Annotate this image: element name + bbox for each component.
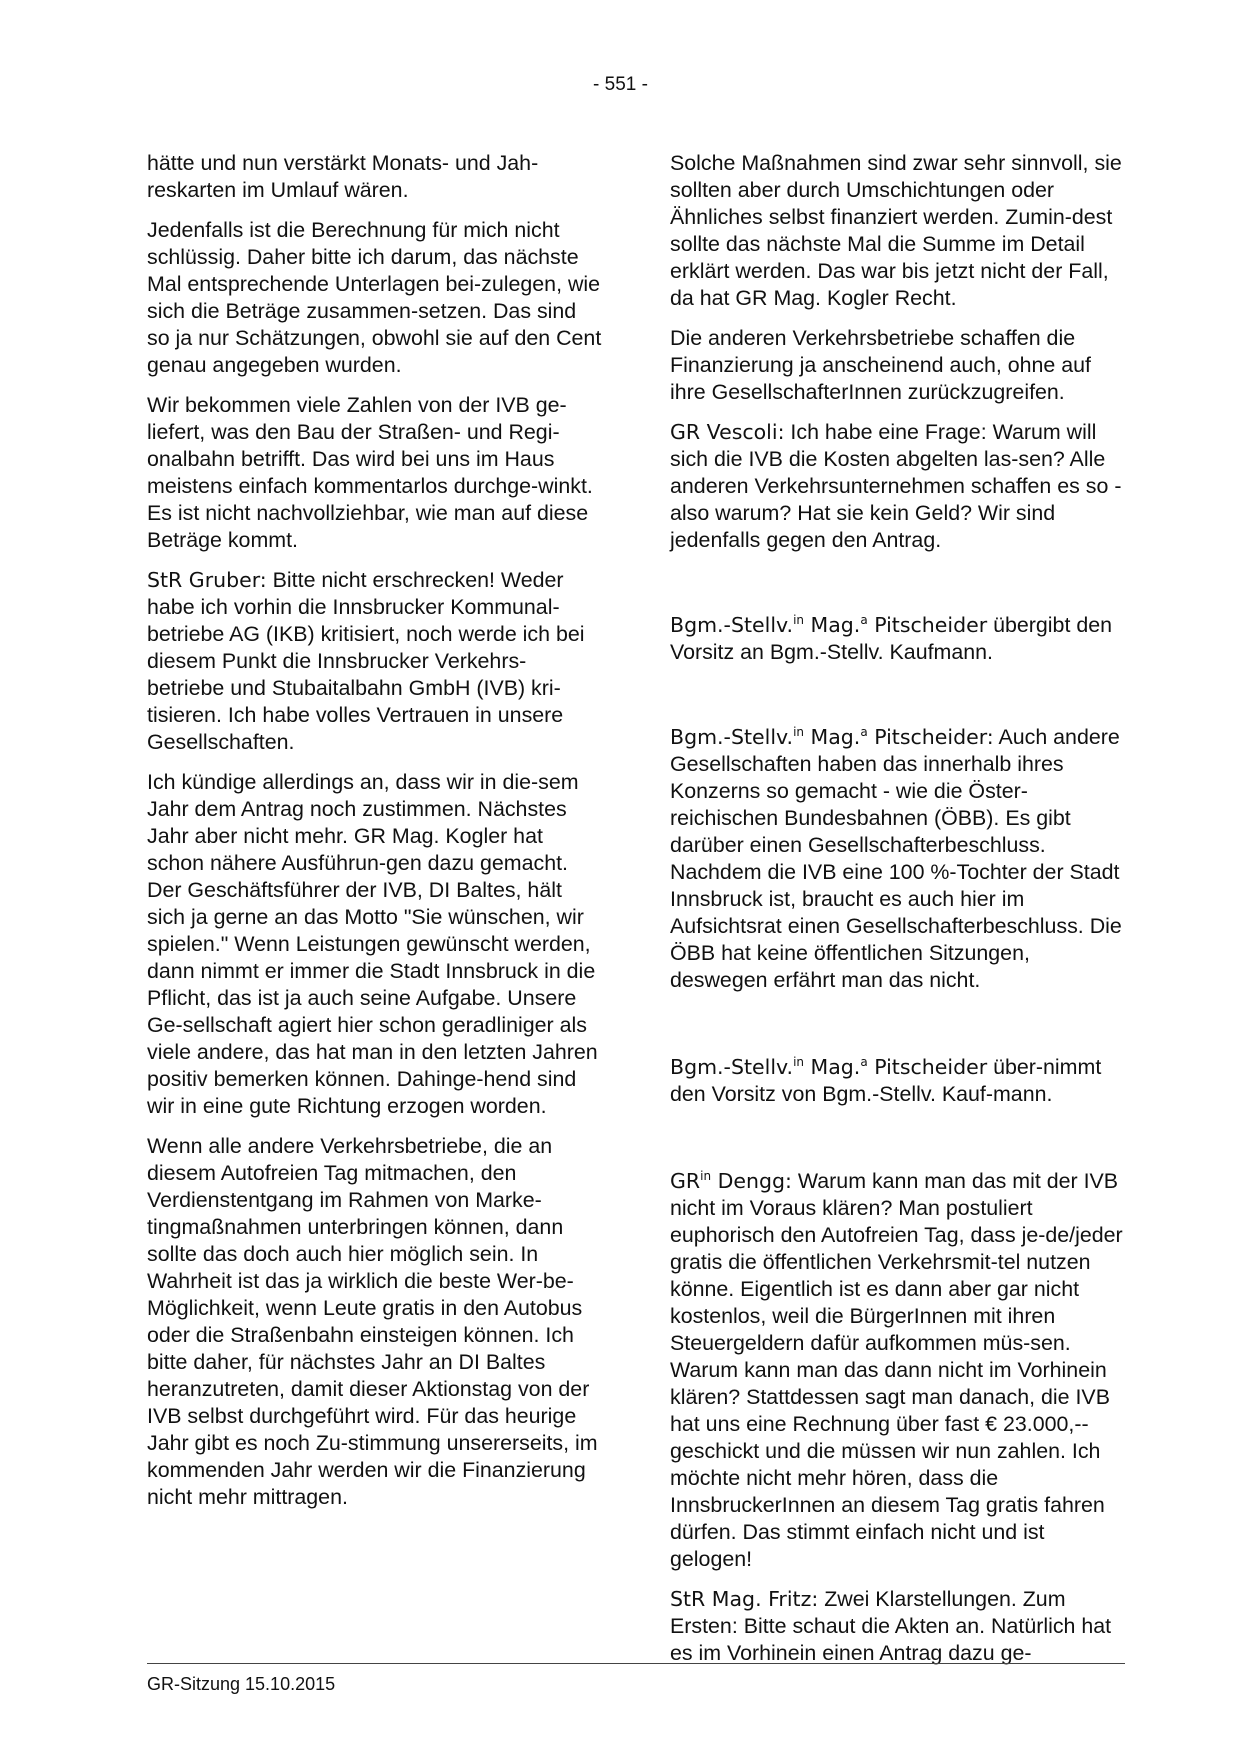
speech-paragraph	[670, 724, 1126, 994]
procedural-note	[670, 612, 1126, 666]
paragraph: Die anderen Verkehrsbetriebe schaffen die Finanzierung ja anscheinend auch, ohne auf ihre GesellschafterInnen zurückzugreifen.	[670, 326, 1091, 404]
speech-paragraph	[670, 419, 1126, 554]
left-column	[147, 150, 603, 1524]
speaker-name: GR Vescoli:	[670, 420, 785, 444]
paragraph: Jedenfalls ist die Berechnung für mich nicht schlüssig. Daher bitte ich darum, das nächste Mal entsprechende Unterlagen bei-zulegen, wie sich die Beträge zusammen-setzen. Das sind so ja nur Schätzungen, obwohl sie auf den Cent genau angegeben wurden.	[147, 218, 602, 377]
speaker-name: Bgm.-Stellv.$^{in}$ Mag.$^a$ Pitscheider	[670, 613, 988, 637]
procedural-note	[670, 1054, 1126, 1108]
speech-paragraph	[670, 1168, 1126, 1573]
speech-text: Warum kann man das mit der IVB nicht im Voraus klären? Man postuliert euphorisch den Autofreien Tag, dass je-de/jeder gratis die öffentlichen Verkehrsmit-tel nutzen könne. Eigentlich ist es dann aber gar nicht kostenlos, weil die BürgerInnen mit ihren Steuergeldern dafür aufkommen müs-sen. Warum kann man das dann nicht im Vorhinein klären? Stattdessen sagt man danach, die IVB hat uns eine Rechnung über fast € 23.000,-- geschickt und die müssen wir nun zahlen. Ich möchte nicht mehr hören, dass die InnsbruckerInnen an diesem Tag gratis fahren dürfen. Das stimmt einfach nicht und ist gelogen!	[670, 1169, 1123, 1571]
footer-session-date: GR-Sitzung 15.10.2015	[147, 1674, 336, 1694]
note-text: über-nimmt den Vorsitz von Bgm.-Stellv. Kauf-mann.	[670, 1055, 1102, 1106]
speaker-name: StR Gruber:	[147, 568, 267, 592]
speech-text: Bitte nicht erschrecken! Weder habe ich vorhin die Innsbrucker Kommunal-betriebe AG (IKB) kritisiert, noch werde ich bei diesem Punkt die Innsbrucker Verkehrs-betriebe und Stubaitalbahn GmbH (IVB) kri-tisieren. Ich habe volles Vertrauen in unsere Gesellschaften.	[147, 568, 585, 754]
speaker-name: $GR^{in}$ Dengg:	[670, 1169, 792, 1193]
speech-text: Ich habe eine Frage: Warum will sich die IVB die Kosten abgelten las-sen? Alle anderen Verkehrsunternehmen schaffen es so - also warum? Hat sie kein Geld? Wir sind jedenfalls gegen den Antrag.	[670, 420, 1122, 552]
paragraph: Solche Maßnahmen sind zwar sehr sinnvoll, sie sollten aber durch Umschichtungen oder Ähnliches selbst finanziert werden. Zumin-dest sollte das nächste Mal die Summe im Detail erklärt werden. Das war bis jetzt nicht der Fall, da hat GR Mag. Kogler Recht.	[670, 151, 1122, 310]
speaker-name: Bgm.-Stellv.$^{in}$ Mag.$^a$ Pitscheider:	[670, 725, 994, 749]
right-column	[670, 150, 1126, 1680]
paragraph: Wenn alle andere Verkehrsbetriebe, die an diesem Autofreien Tag mitmachen, den Verdienstentgang im Rahmen von Marke-tingmaßnahmen unterbringen können, dann sollte das doch auch hier möglich sein. In Wahrheit ist das ja wirklich die beste Wer-be-Möglichkeit, wenn Leute gratis in den Autobus oder die Straßenbahn einsteigen können. Ich bitte daher, für nächstes Jahr an DI Baltes heranzutreten, damit dieser Aktionstag von der IVB selbst durchgeführt wird. Für das heurige Jahr gibt es noch Zu-stimmung unsererseits, im kommenden Jahr werden wir die Finanzierung nicht mehr mittragen.	[147, 1134, 598, 1509]
note-text: übergibt den Vorsitz an Bgm.-Stellv. Kaufmann.	[670, 613, 1113, 664]
speaker-name: Bgm.-Stellv.$^{in}$ Mag.$^a$ Pitscheider	[670, 1055, 988, 1079]
speech-text: Auch andere Gesellschaften haben das innerhalb ihres Konzerns so gemacht - wie die Öster-reichischen Bundesbahnen (ÖBB). Es gibt darüber einen Gesellschafterbeschluss. Nachdem die IVB eine 100 %-Tochter der Stadt Innsbruck ist, braucht es auch hier im Aufsichtsrat einen Gesellschafterbeschluss. Die ÖBB hat keine öffentlichen Sitzungen, deswegen erfährt man das nicht.	[670, 725, 1122, 992]
paragraph: Wir bekommen viele Zahlen von der IVB ge-liefert, was den Bau der Straßen- und Regi-onalbahn betrifft. Das wird bei uns im Haus meistens einfach kommentarlos durchge-winkt. Es ist nicht nachvollziehbar, wie man auf diese Beträge kommt.	[147, 393, 593, 552]
footer-divider	[147, 1663, 1125, 1664]
page-number: - 551 -	[593, 74, 648, 95]
speaker-name: StR Mag. Fritz:	[670, 1587, 819, 1611]
paragraph: Ich kündige allerdings an, dass wir in die-sem Jahr dem Antrag noch zustimmen. Nächstes Jahr aber nicht mehr. GR Mag. Kogler hat schon nähere Ausführun-gen dazu gemacht. Der Geschäftsführer der IVB, DI Baltes, hält sich ja gerne an das Motto "Sie wünschen, wir spielen." Wenn Leistungen gewünscht werden, dann nimmt er immer die Stadt Innsbruck in die Pflicht, das ist ja auch seine Aufgabe. Unsere Ge-sellschaft agiert hier schon geradliniger als viele andere, das hat man in den letzten Jahren positiv bemerken können. Dahinge-hend sind wir in eine gute Richtung erzogen worden.	[147, 770, 598, 1118]
speech-text: Zwei Klarstellungen. Zum Ersten: Bitte schaut die Akten an. Natürlich hat es im Vorhinein einen Antrag dazu ge-	[670, 1587, 1112, 1665]
paragraph: hätte und nun verstärkt Monats- und Jah-reskarten im Umlauf wären.	[147, 151, 539, 202]
speech-paragraph	[147, 567, 603, 756]
speech-paragraph	[670, 1586, 1126, 1667]
